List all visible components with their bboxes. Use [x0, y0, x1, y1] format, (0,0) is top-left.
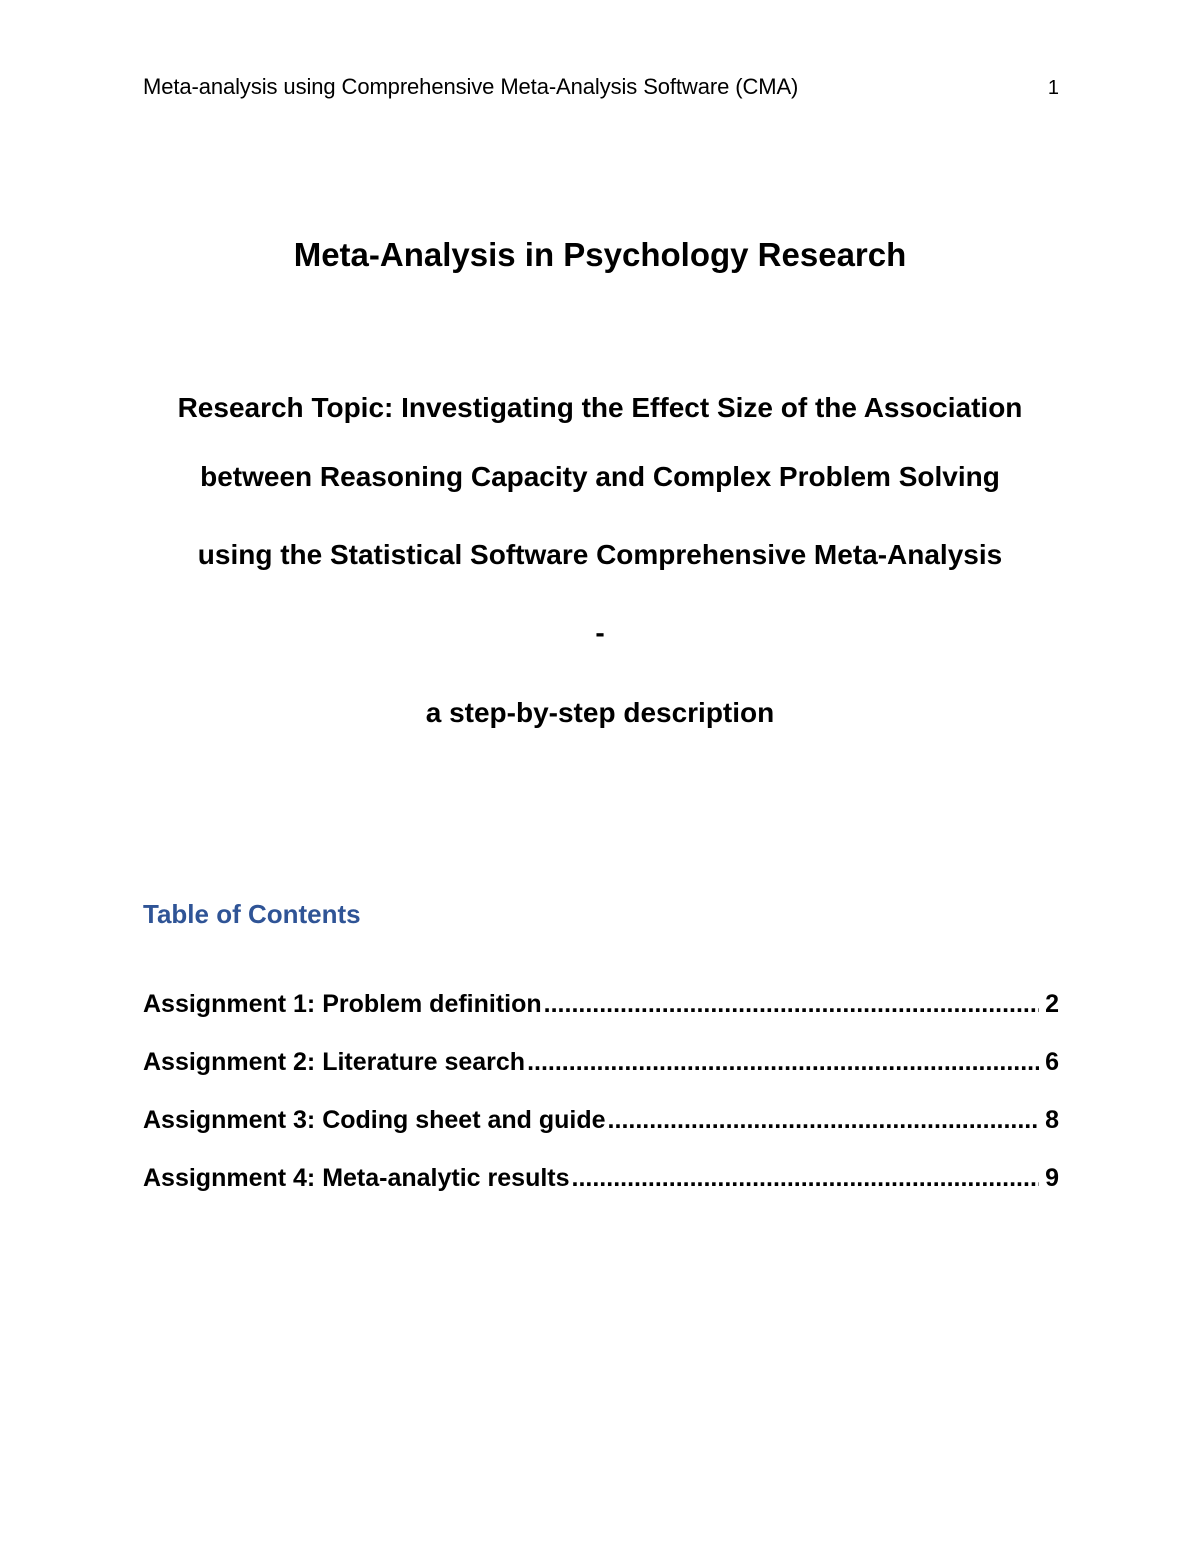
toc-entry-page: 2	[1045, 990, 1059, 1018]
toc-entry[interactable]	[143, 990, 1059, 1048]
running-head: Meta-analysis using Comprehensive Meta-Analysis Software (CMA)	[143, 74, 799, 99]
toc-entry-label: Assignment 3: Coding sheet and guide	[143, 1106, 606, 1134]
document-title: Meta-Analysis in Psychology Research	[293, 236, 907, 273]
toc-entry-page: 9	[1045, 1164, 1059, 1192]
toc-entry-page: 6	[1045, 1048, 1059, 1076]
title-separator: -	[595, 617, 605, 648]
toc-dot-leader	[608, 1106, 1040, 1135]
toc-entry[interactable]	[143, 1048, 1059, 1106]
toc-entry[interactable]	[143, 1164, 1059, 1222]
toc-entry-page: 8	[1045, 1106, 1059, 1134]
toc-dot-leader	[527, 1048, 1039, 1077]
toc-entry-label: Assignment 1: Problem definition	[143, 990, 542, 1018]
table-of-contents	[143, 990, 1059, 1222]
toc-entry-label: Assignment 4: Meta-analytic results	[143, 1164, 570, 1192]
toc-dot-leader	[572, 1164, 1040, 1193]
research-topic-line-2: between Reasoning Capacity and Complex Problem Solving	[200, 461, 1000, 492]
page-number: 1	[1047, 77, 1059, 99]
toc-heading: Table of Contents	[143, 899, 361, 929]
toc-entry-label: Assignment 2: Literature search	[143, 1048, 526, 1076]
research-topic-line-1: Research Topic: Investigating the Effect Size of the Association	[177, 392, 1023, 423]
toc-entry[interactable]	[143, 1106, 1059, 1164]
research-topic-line-3: using the Statistical Software Comprehensive Meta-Analysis	[197, 539, 1003, 570]
document-subtitle: a step-by-step description	[425, 697, 775, 728]
toc-dot-leader	[544, 990, 1039, 1019]
